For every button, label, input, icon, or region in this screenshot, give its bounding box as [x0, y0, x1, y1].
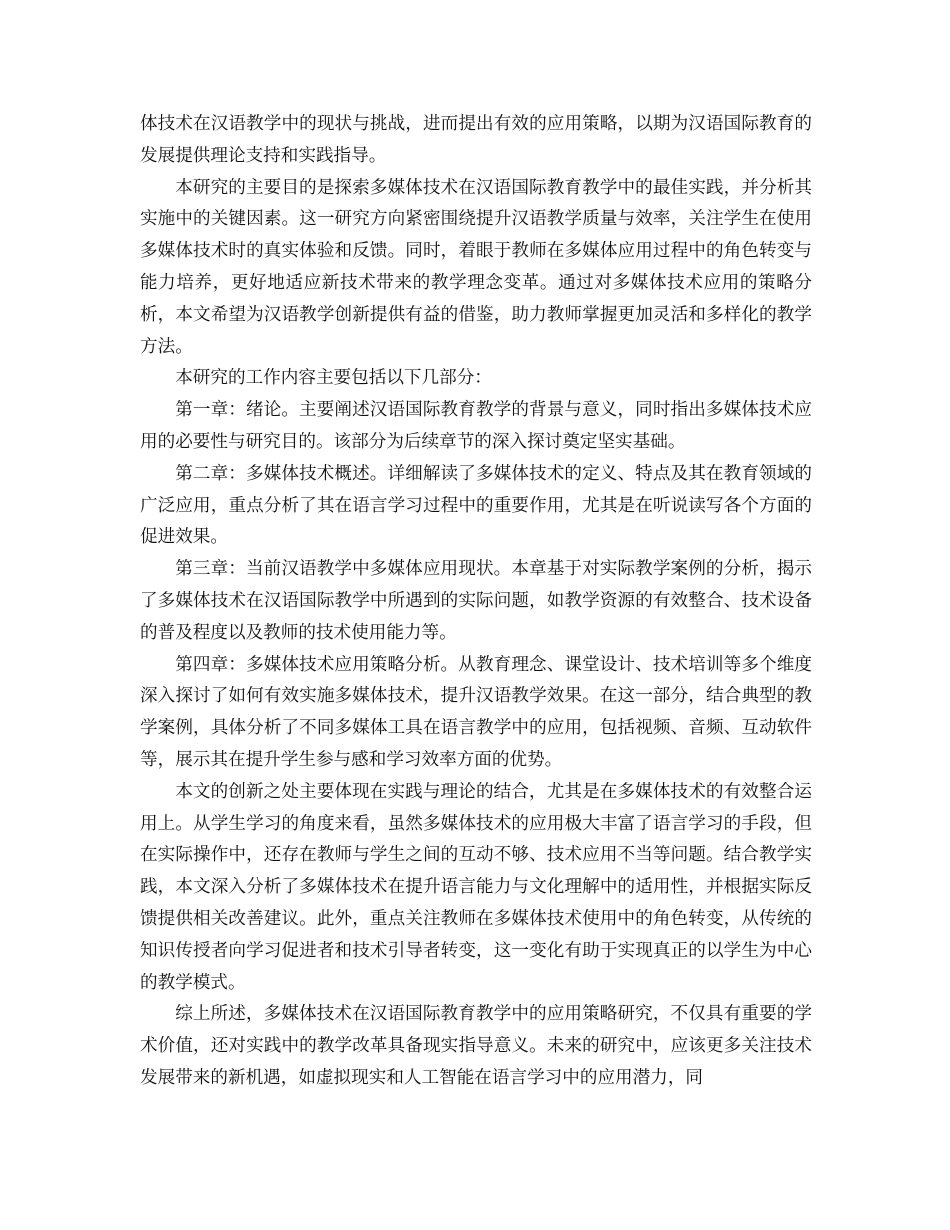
- paragraph-4: 第一章：绪论。主要阐述汉语国际教育教学的背景与意义，同时指出多媒体技术应用的必要性与研究目的。该部分为后续章节的深入探讨奠定坚实基础。: [140, 400, 812, 452]
- paragraph-1: 体技术在汉语教学中的现状与挑战，进而提出有效的应用策略，以期为汉语国际教育的发展提供理论支持和实践指导。: [140, 114, 812, 166]
- paragraph-7: 第四章：多媒体技术应用策略分析。从教育理念、课堂设计、技术培训等多个维度深入探讨了如何有效实施多媒体技术，提升汉语教学效果。在这一部分，结合典型的教学案例，具体分析了不同多媒体工具在语言教学中的应用，包括视频、音频、互动软件等，展示其在提升学生参与感和学习效率方面的优势。: [140, 654, 812, 770]
- paragraph-8: 本文的创新之处主要体现在实践与理论的结合，尤其是在多媒体技术的有效整合运用上。从学生学习的角度来看，虽然多媒体技术的应用极大丰富了语言学习的手段，但在实际操作中，还存在教师与学生之间的互动不够、技术应用不当等问题。结合教学实践，本文深入分析了多媒体技术在提升语言能力与文化理解中的适用性，并根据实际反馈提供相关改善建议。此外，重点关注教师在多媒体技术使用中的角色转变，从传统的知识传授者向学习促进者和技术引导者转变，这一变化有助于实现真正的以学生为中心的教学模式。: [140, 781, 812, 993]
- paragraph-9: 综上所述，多媒体技术在汉语国际教育教学中的应用策略研究，不仅具有重要的学术价值，还对实践中的教学改革具备现实指导意义。未来的研究中，应该更多关注技术发展带来的新机遇，如虚拟现实和人工智能在语言学习中的应用潜力，同: [140, 1004, 812, 1088]
- paragraph-3: 本研究的工作内容主要包括以下几部分：: [175, 368, 492, 389]
- paragraph-5: 第二章：多媒体技术概述。详细解读了多媒体技术的定义、特点及其在教育领域的广泛应用，重点分析了其在语言学习过程中的重要作用，尤其是在听说读写各个方面的促进效果。: [140, 463, 812, 548]
- document-page: [140, 109, 812, 1095]
- paragraph-6: 第三章：当前汉语教学中多媒体应用现状。本章基于对实际教学案例的分析，揭示了多媒体技术在汉语国际教学中所遇到的实际问题，如教学资源的有效整合、技术设备的普及程度以及教师的技术使用能力等。: [140, 559, 812, 643]
- paragraph-2: 本研究的主要目的是探索多媒体技术在汉语国际教育教学中的最佳实践，并分析其实施中的关键因素。这一研究方向紧密围绕提升汉语教学质量与效率，关注学生在使用多媒体技术时的真实体验和反馈。同时，着眼于教师在多媒体应用过程中的角色转变与能力培养，更好地适应新技术带来的教学理念变革。通过对多媒体技术应用的策略分析，本文希望为汉语教学创新提供有益的借鉴，助力教师掌握更加灵活和多样化的教学方法。: [140, 177, 812, 357]
